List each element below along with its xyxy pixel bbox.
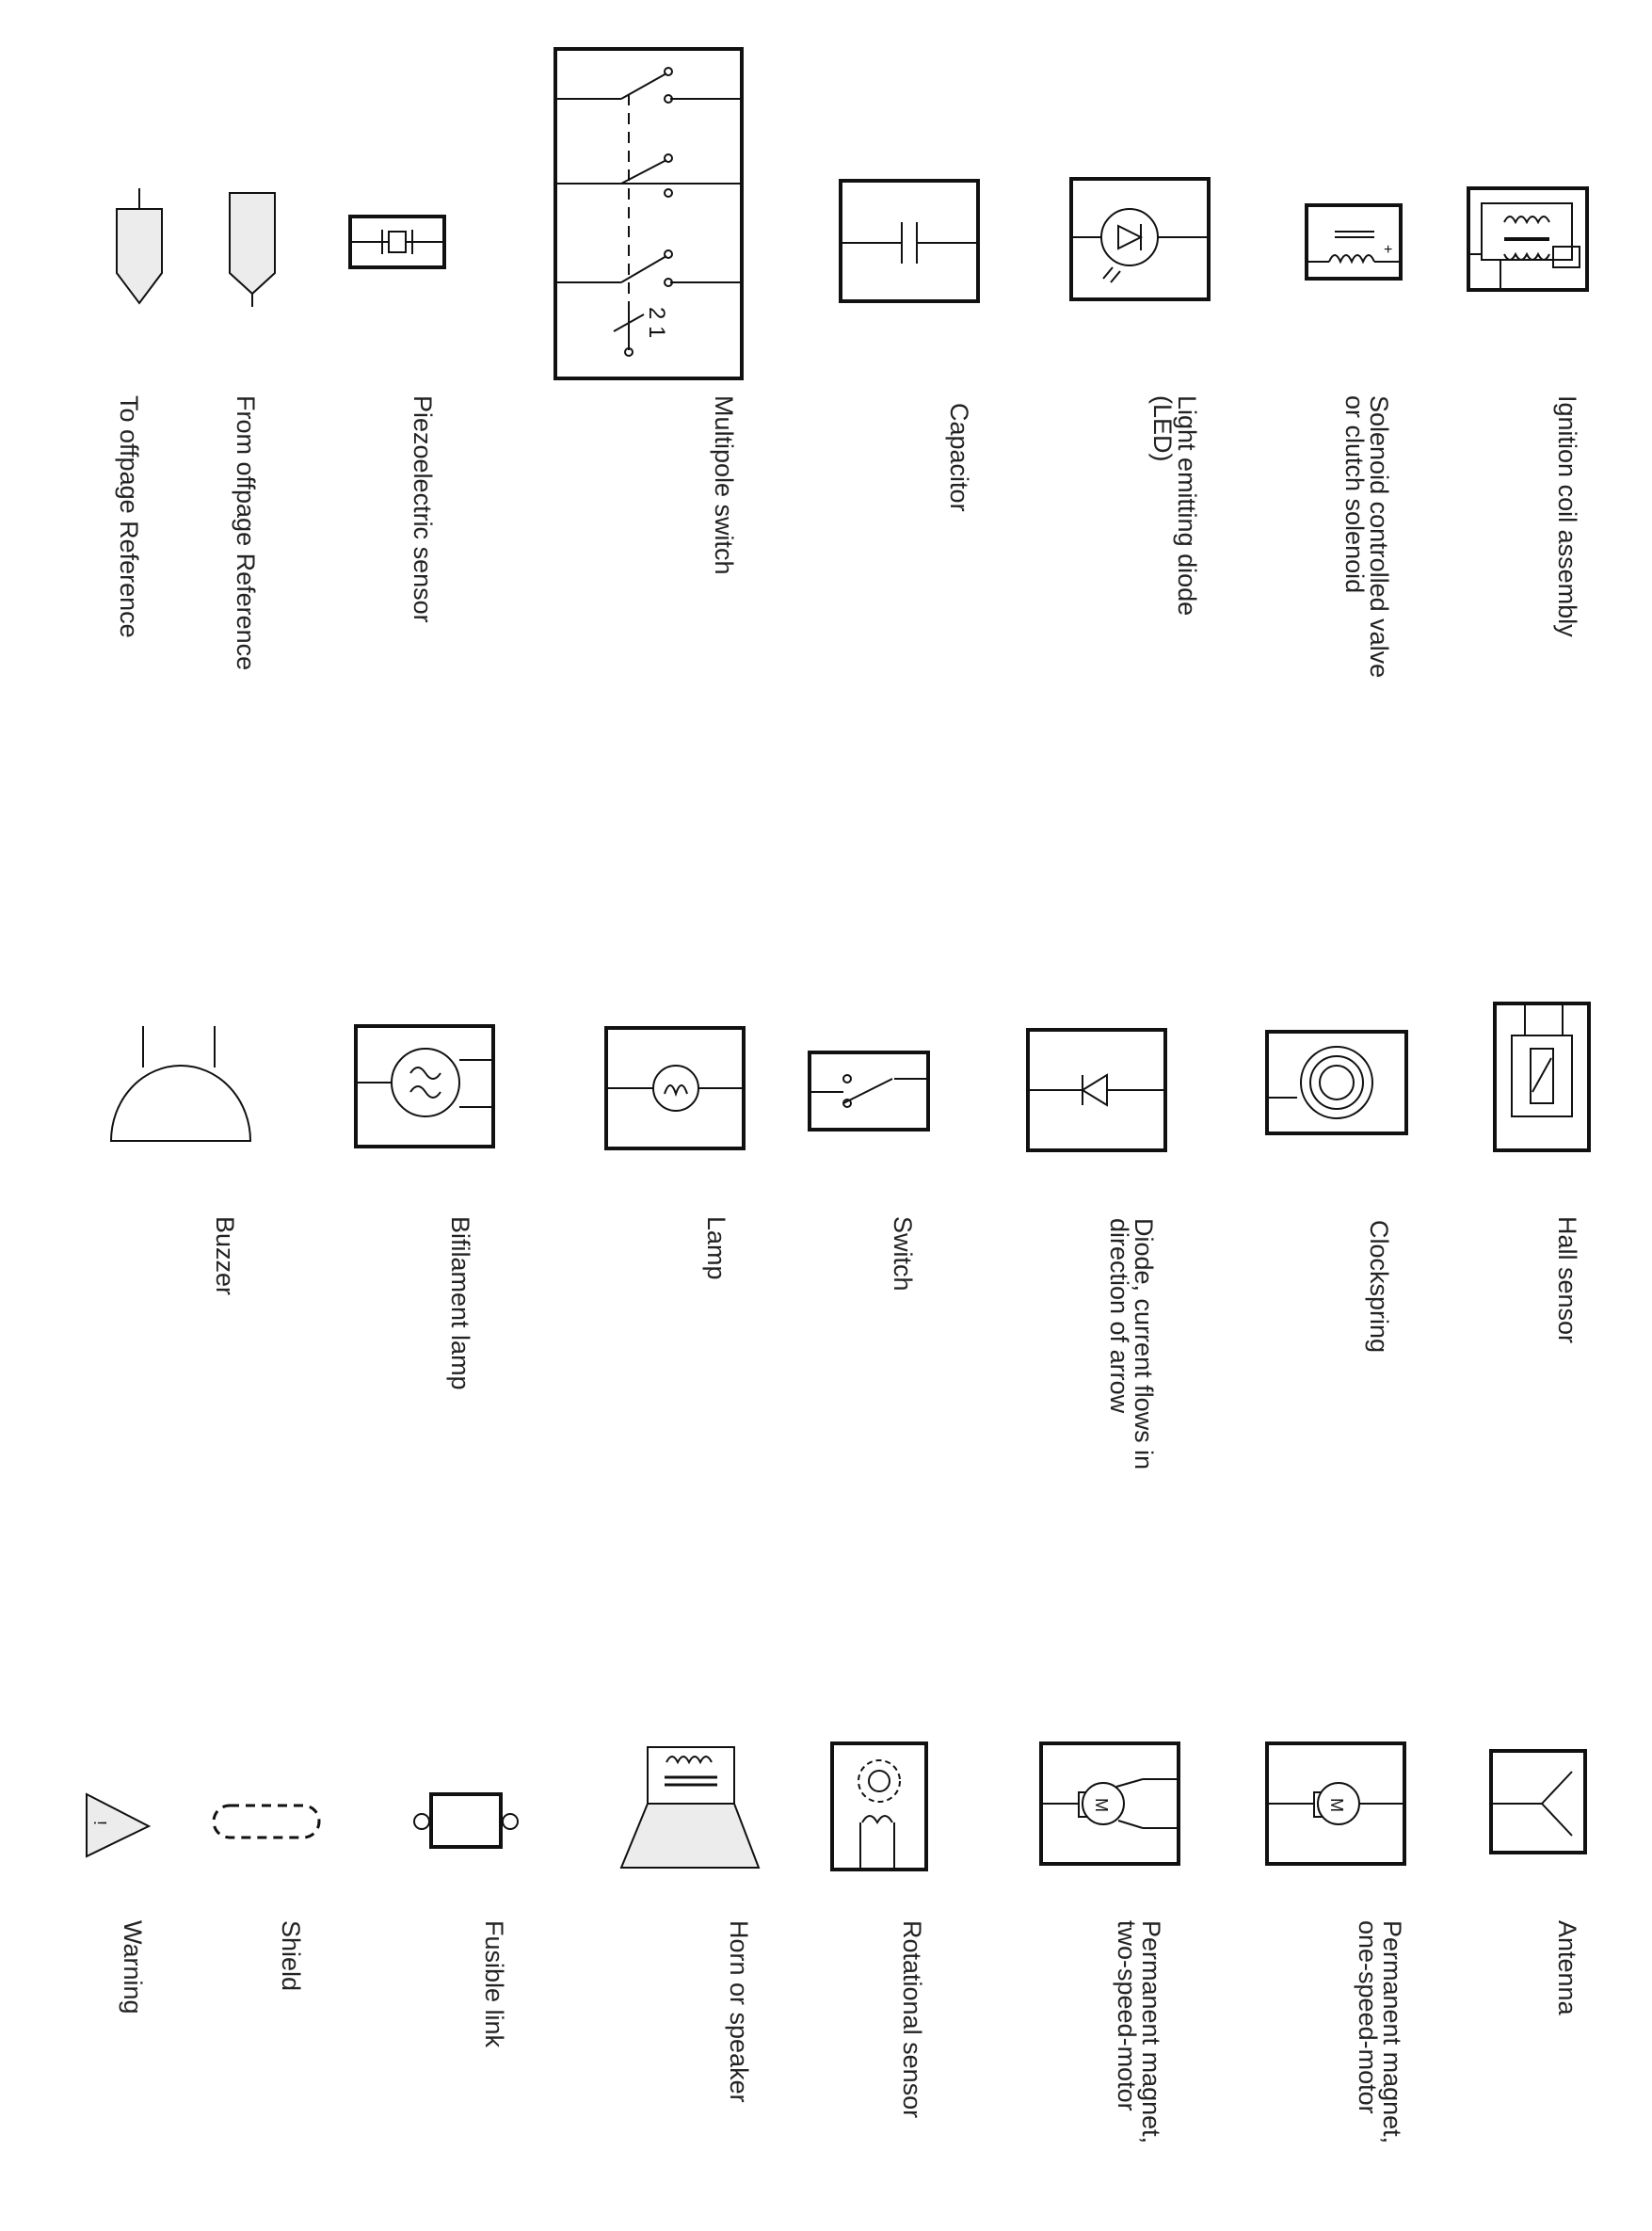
ignition-coil-symbol bbox=[1468, 188, 1587, 290]
label-antenna: Antenna bbox=[1553, 1920, 1581, 2015]
label-horn-or-speaker: Horn or speaker bbox=[725, 1920, 753, 2103]
switch-symbol bbox=[810, 1052, 928, 1130]
clockspring-symbol bbox=[1267, 1032, 1406, 1133]
buzzer-symbol bbox=[111, 1026, 250, 1141]
antenna-symbol bbox=[1491, 1751, 1585, 1853]
rotational-sensor-symbol bbox=[832, 1743, 926, 1870]
label-pm-two-speed-line1: Permanent magnet, bbox=[1137, 1920, 1165, 2144]
label-piezoelectric-sensor: Piezoelectric sensor bbox=[409, 395, 437, 623]
label-switch: Switch bbox=[889, 1216, 917, 1292]
label-solenoid-line2: or clutch solenoid bbox=[1340, 395, 1369, 594]
diode-symbol bbox=[1028, 1030, 1165, 1150]
multipole-switch-mark: 2 1 bbox=[644, 307, 669, 339]
multipole-switch-symbol bbox=[555, 49, 742, 378]
label-to-offpage-reference: To offpage Reference bbox=[115, 395, 143, 638]
label-pm-two-speed-line2: two-speed-motor bbox=[1113, 1920, 1141, 2111]
label-led-line2: (LED) bbox=[1148, 395, 1177, 462]
label-capacitor: Capacitor bbox=[945, 403, 973, 512]
label-lamp: Lamp bbox=[702, 1216, 730, 1280]
motor-mark-one-speed: M bbox=[1327, 1798, 1346, 1812]
fusible-link-symbol bbox=[414, 1794, 518, 1847]
capacitor-symbol bbox=[841, 181, 978, 301]
label-fusible-link: Fusible link bbox=[480, 1920, 508, 2048]
label-from-offpage-reference: From offpage Reference bbox=[232, 395, 260, 671]
label-pm-one-speed-line2: one-speed-motor bbox=[1354, 1920, 1382, 2114]
bifilament-lamp-symbol bbox=[356, 1026, 493, 1147]
svg-text:+: + bbox=[1384, 242, 1393, 258]
label-hall-sensor: Hall sensor bbox=[1553, 1216, 1581, 1344]
label-bifilament-lamp: Bifilament lamp bbox=[446, 1216, 474, 1390]
piezoelectric-sensor-symbol bbox=[350, 217, 444, 267]
to-offpage-reference-symbol bbox=[117, 188, 162, 303]
horn-symbol bbox=[621, 1747, 759, 1868]
hall-sensor-symbol bbox=[1495, 1003, 1589, 1150]
label-led-line1: Light emitting diode bbox=[1173, 395, 1201, 617]
label-diode-line1: Diode, current flows in bbox=[1130, 1218, 1158, 1470]
led-symbol bbox=[1071, 179, 1209, 299]
from-offpage-reference-symbol bbox=[230, 193, 275, 307]
label-solenoid-line1: Solenoid controlled valve bbox=[1365, 395, 1393, 679]
label-clockspring: Clockspring bbox=[1365, 1220, 1393, 1354]
motor-mark-two-speed: M bbox=[1092, 1798, 1111, 1812]
label-ignition-coil-assembly: Ignition coil assembly bbox=[1553, 395, 1581, 637]
shield-symbol bbox=[214, 1806, 319, 1838]
label-multipole-switch: Multipole switch bbox=[710, 395, 738, 575]
label-warning: Warning bbox=[119, 1920, 147, 2014]
pm-one-speed-motor-symbol bbox=[1267, 1743, 1404, 1864]
label-buzzer: Buzzer bbox=[211, 1216, 239, 1296]
solenoid-symbol bbox=[1307, 205, 1401, 279]
pm-two-speed-motor-symbol bbox=[1041, 1743, 1179, 1864]
label-pm-one-speed-line1: Permanent magnet, bbox=[1378, 1920, 1406, 2144]
label-diode-line2: direction of arrow bbox=[1105, 1218, 1133, 1414]
warning-symbol bbox=[87, 1794, 149, 1856]
warning-mark: ! bbox=[90, 1821, 109, 1826]
lamp-symbol bbox=[606, 1028, 744, 1148]
label-shield: Shield bbox=[277, 1920, 305, 1992]
label-rotational-sensor: Rotational sensor bbox=[898, 1920, 926, 2119]
